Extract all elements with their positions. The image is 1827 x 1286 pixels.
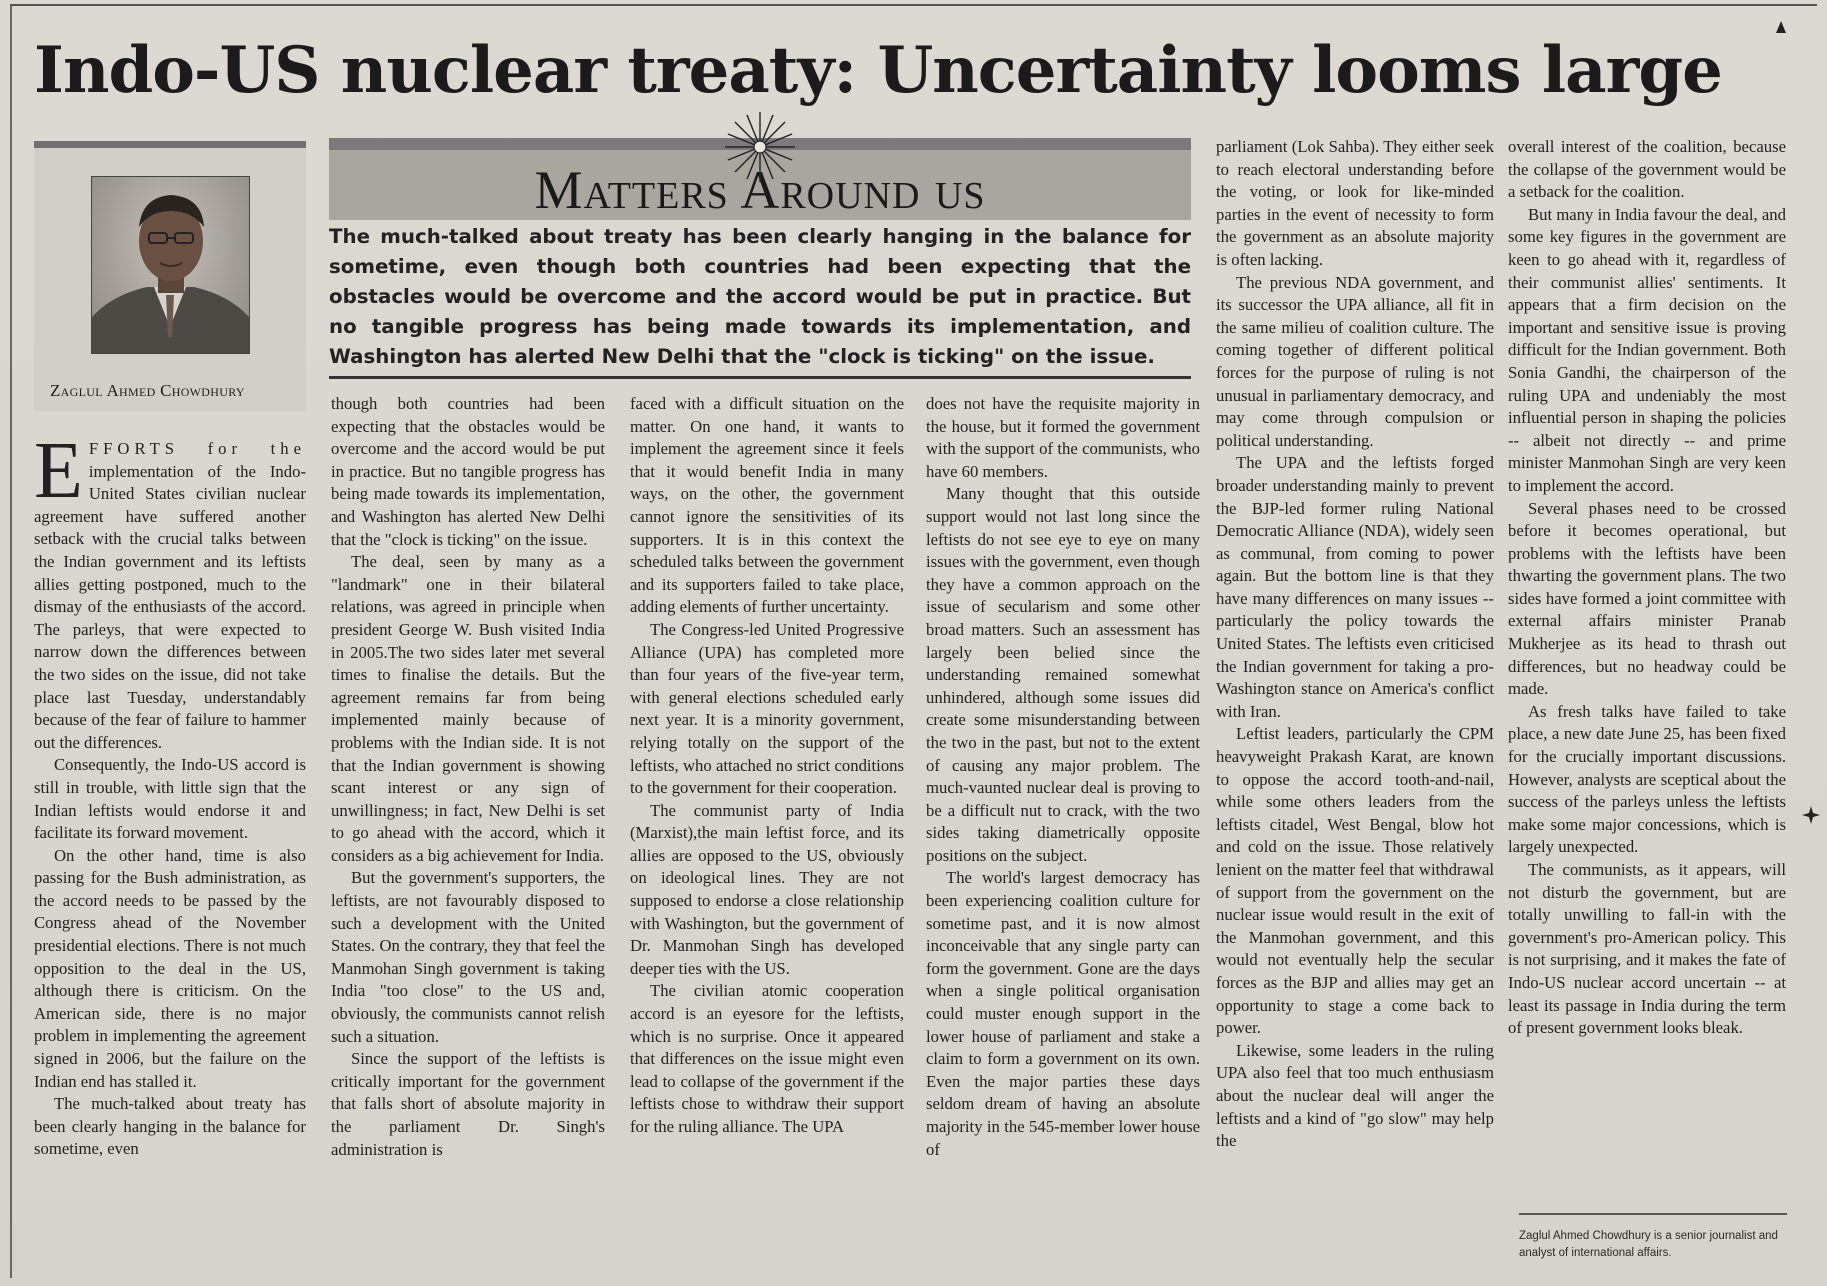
registration-mark-icon [1802,806,1820,829]
article-paragraph: The previous NDA government, and its successor the UPA alliance, all fit in the same milieu of coalition culture. The coming together of different political forces for the purpose of ruling is not unusual in parliamentary democracy, and may come through compulsion or political understanding. [1216,272,1494,450]
article-paragraph: The UPA and the leftists forged broader understanding mainly to prevent the BJP-led former ruling National Democratic Alliance (NDA), widely seen as communal, from coming to power again. But the bottom line is that they have many differences on many issues -- particularly the policy towards the United States. The leftists even criticised the Indian government for taking a pro-Washington stance on America's conflict with Iran. [1216,453,1494,721]
article-paragraph [34,438,306,754]
article-paragraph: faced with a difficult situation on the matter. On one hand, it wants to implement the agreement since it feels that it would benefit India in many ways, on the other, the government cannot ignore the sensitivities of its supporters. It is in this context the scheduled talks between the government and its supporters failed to take place, adding elements of further uncertainty. [630,394,904,617]
article-paragraph: overall interest of the coalition, because the collapse of the government would be a setback for the coalition. [1508,137,1786,202]
banner-title: Matters Around us [534,160,986,220]
article-paragraph: But the government's supporters, the leftists, are not favourably disposed to such a development with the United States. On the contrary, they that feel the Manmohan Singh government is taking India "too close" to the US and, obviously, the communists cannot relish such a situation. [331,868,605,1046]
left-rule [10,6,12,1278]
article-column-3 [630,393,904,1278]
author-note-rule [1519,1213,1787,1215]
article-paragraph: Several phases need to be crossed before it becomes operational, but problems with the leftists have been thwarting the government plans. The two sides have formed a joint committee with external affairs minister Pranab Mukherjee as its head to thrash out differences, but no headway could be made. [1508,498,1786,699]
byline-box [34,141,306,411]
author-portrait-icon [91,176,250,354]
article-paragraph: As fresh talks have failed to take place, a new date June 25, has been fixed for the crucially important discussions. However, analysts are sceptical about the success of the parleys unless the leftists make some major concessions, which is largely unexpected. [1508,701,1786,857]
headline: Indo-US nuclear treaty: Uncertainty looms large [34,33,1722,108]
article-paragraph: The deal, seen by many as a "landmark" one in their bilateral relations, was agreed in principle when president George W. Bush visited India in 2005.The two sides later met several times to finalise the details. But the agreement remains far from being implemented mainly because of problems with the Indian side. It is not that the Indian government is showing scant interest or any sign of unwillingness; in fact, New Delhi is set to go ahead with the accord, which it considers as a big achievement for India. [331,552,605,865]
article-column-6 [1508,136,1786,1206]
author-note: Zaglul Ahmed Chowdhury is a senior journalist and analyst of international affairs. [1519,1230,1778,1259]
intro-paragraph: The much-talked about treaty has been clearly hanging in the balance for sometime, even though both countries had been expecting that the obstacles would be overcome and the accord would be put in practice. But no tangible progress has being made towards its implementation, and Washington has alerted New Delhi that the "clock is ticking" on the issue. [329,225,1191,368]
article-paragraph: The much-talked about treaty has been clearly hanging in the balance for sometime, even [34,1094,306,1159]
article-column-2 [331,393,605,1278]
intro-rule [329,376,1191,379]
article-paragraph: The civilian atomic cooperation accord is an eyesore for the leftists, which is no surprise. Once it appeared that differences on the issue might even lead to collapse of the government if the leftists chose to withdraw their support for the ruling alliance. The UPA [630,981,904,1136]
first-words: FFORTS for the [88,439,306,458]
article-column-1 [34,438,306,1278]
author-name: Zaglul Ahmed Chowdhury [50,381,245,400]
article-paragraph: Likewise, some leaders in the ruling UPA also feel that too much enthusiasm about the nuclear deal will anger the leftists and a kind of "go slow" may help the [1216,1040,1494,1151]
article-paragraph: Leftist leaders, particularly the CPM heavyweight Prakash Karat, are known to oppose the accord tooth-and-nail, while some others leaders from the leftists citadel, West Bengal, blow hot and cold on the issue. Those relatively lenient on the matter feel that withdrawal of support from the government on the nuclear issue would result in the exit of the Manmohan government, and this would not eventually help the secular forces as the BJP and allies may get an opportunity to stage a come back to power. [1216,724,1494,1038]
article-paragraph: does not have the requisite majority in the house, but it formed the government with the support of the communists, who have 60 members. [926,394,1200,481]
corner-mark-icon [1776,20,1786,38]
article-paragraph: The communists, as it appears, will not disturb the government, but are totally unwilling to fall-in with the government's pro-American policy. This is not surprising, and it makes the fate of Indo-US nuclear accord uncertain -- at least its passage in India during the term of present government looks bleak. [1508,860,1786,1038]
star-icon [725,112,795,187]
article-paragraph: parliament (Lok Sahba). They either seek to reach electoral understanding before the voting, or look for like-minded parties in the event of necessity to form the government as an absolute majority is often lacking. [1216,137,1494,269]
article-paragraph: The Congress-led United Progressive Alliance (UPA) has completed more than four years of the five-year term, with general elections scheduled early next year. It is a minority government, relying totally on the support of the leftists, who attached no strict conditions to the government for their cooperation. [630,619,904,798]
article-paragraph: The communist party of India (Marxist),the main leftist force, and its allies are opposed to the US, obviously on ideological lines. They are not supposed to endorse a close relationship with Washington, but the government of Dr. Manmohan Singh has developed deeper ties with the US. [630,800,904,978]
article-paragraph: Consequently, the Indo-US accord is still in trouble, with little sign that the Indian leftists would endorse it and facilitate its forward movement. [34,755,306,843]
article-column-5 [1216,136,1494,1278]
drop-cap: E [34,438,83,515]
article-paragraph: Many thought that this outside support would not last long since the leftists do not see eye to eye on many issues with the government, even though they have a common approach on the issue of secularism and some other broad matters. Such an assessment has largely been belied since the understanding remained somewhat unhindered, although some issues did create some misunderstanding between the two in the past, but not to the extent of causing any major problem. The much-vaunted nuclear deal is proving to be a difficult nut to crack, with the two sides taking diametrically opposite positions on the subject. [926,484,1200,865]
article-column-4 [926,393,1200,1278]
article-paragraph: The world's largest democracy has been experiencing coalition culture for sometime past, and it is now almost inconceivable that any single party can form the government. Gone are the days when a single political organisation could muster enough support in the lower house of parliament and stake a claim to form a government on its own. Even the major parties these days seldom dream of having an absolute majority in the 545-member lower house of [926,868,1200,1159]
article-paragraph: But many in India favour the deal, and some key figures in the government are keen to go ahead with it, regardless of their communist allies' sentiments. It appears that a firm decision on the important and sensitive issue is proving difficult for the Indian government. Both Sonia Gandhi, the chairperson of the ruling UPA and undeniably the most influential person in shaping the policies -- albeit not directly -- and prime minister Manmohan Singh are very keen to implement the accord. [1508,204,1786,495]
article-paragraph: though both countries had been expecting that the obstacles would be overcome and the accord would be put in practice. But no tangible progress has being made towards its implementation, and Washington has alerted New Delhi that the "clock is ticking" on the issue. [331,394,605,549]
article-paragraph: Since the support of the leftists is critically important for the government that falls short of absolute majority in the parliament Dr. Singh's administration is [331,1049,605,1159]
paragraph-text: implementation of the Indo-United States civilian nuclear agreement have suffered another setback with the crucial talks between the Indian government and its leftists allies getting postponed, much to the dismay of the enthusiasts of the accord. The parleys, that were expected to narrow down the differences between the two sides on the issue, did not take place last Tuesday, understandably because of the fear of failure to hammer out the differences. [34,461,306,752]
top-rule [10,4,1817,6]
article-paragraph: On the other hand, time is also passing for the Bush administration, as the accord needs to be passed by the Congress ahead of the November presidential elections. There is not much opposition to the deal in the US, although there is criticism. On the American side, there is no major problem in implementing the agreement signed in 2006, but the failure on the Indian end has stalled it. [34,845,306,1091]
